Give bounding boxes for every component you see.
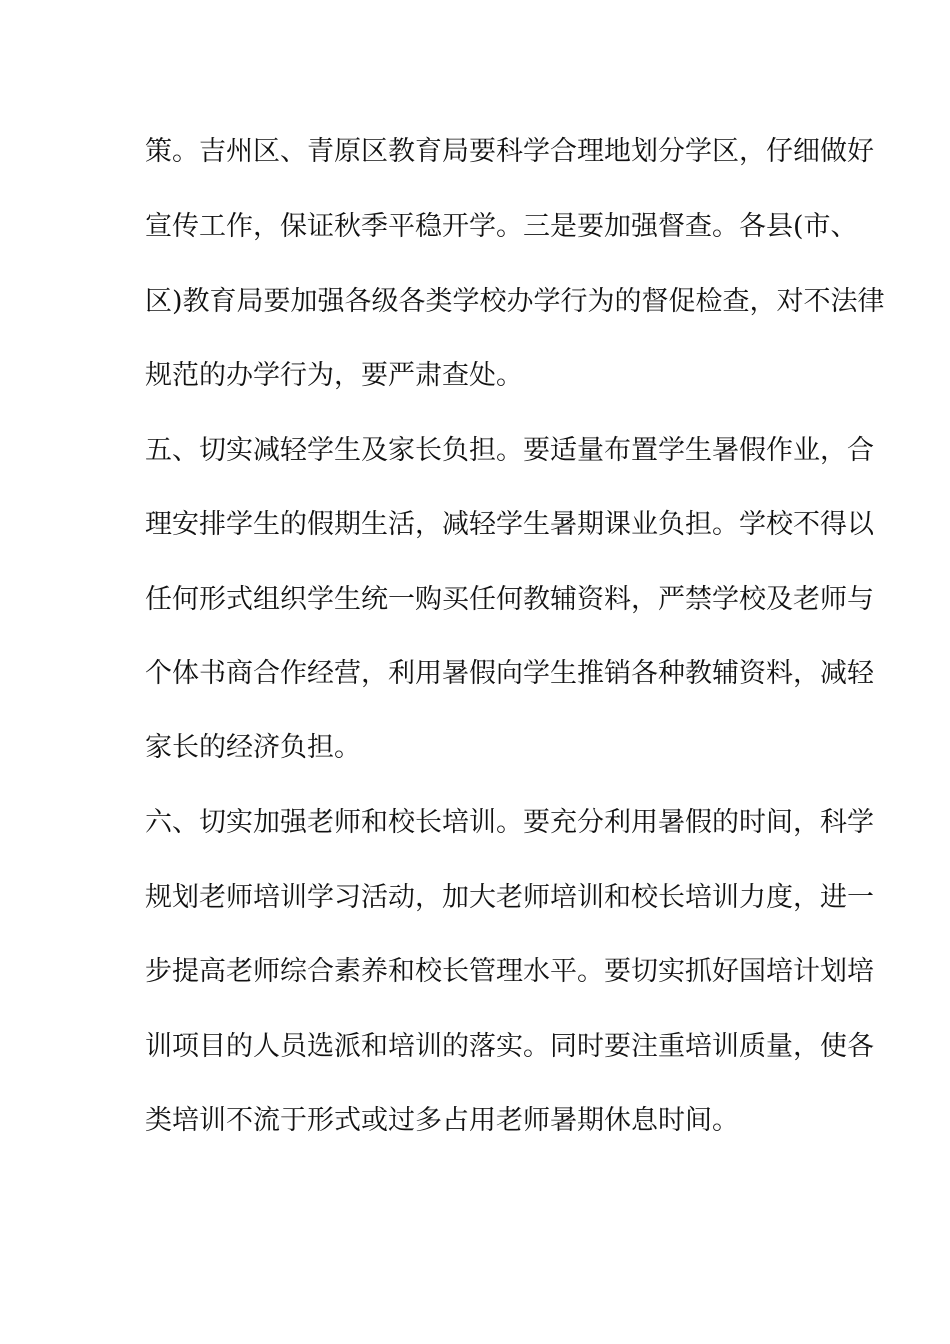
text-line: 区)教育局要加强各级各类学校办学行为的督促检查，对不法律 [145,286,885,317]
text-line: 任何形式组织学生统一购买任何教辅资料，严禁学校及老师与 [145,584,874,615]
text-line: 训项目的人员选派和培训的落实。同时要注重培训质量，使各 [145,1031,874,1062]
text-line: 六、切实加强老师和校长培训。要充分利用暑假的时间，科学 [145,807,874,838]
text-line: 类培训不流于形式或过多占用老师暑期休息时间。 [145,1105,739,1136]
text-line: 个体书商合作经营，利用暑假向学生推销各种教辅资料，减轻 [145,658,874,689]
text-line: 家长的经济负担。 [145,732,361,763]
text-line: 策。吉州区、青原区教育局要科学合理地划分学区，仔细做好 [145,136,874,167]
text-line: 规划老师培训学习活动，加大老师培训和校长培训力度，进一 [145,882,874,913]
text-line: 步提高老师综合素养和校长管理水平。要切实抓好国培计划培 [145,956,874,987]
text-line: 五、切实减轻学生及家长负担。要适量布置学生暑假作业，合 [145,435,874,466]
text-line: 规范的办学行为，要严肃查处。 [145,360,523,391]
text-line: 宣传工作，保证秋季平稳开学。三是要加强督查。各县(市、 [145,211,858,242]
text-line: 理安排学生的假期生活，减轻学生暑期课业负担。学校不得以 [145,509,874,540]
